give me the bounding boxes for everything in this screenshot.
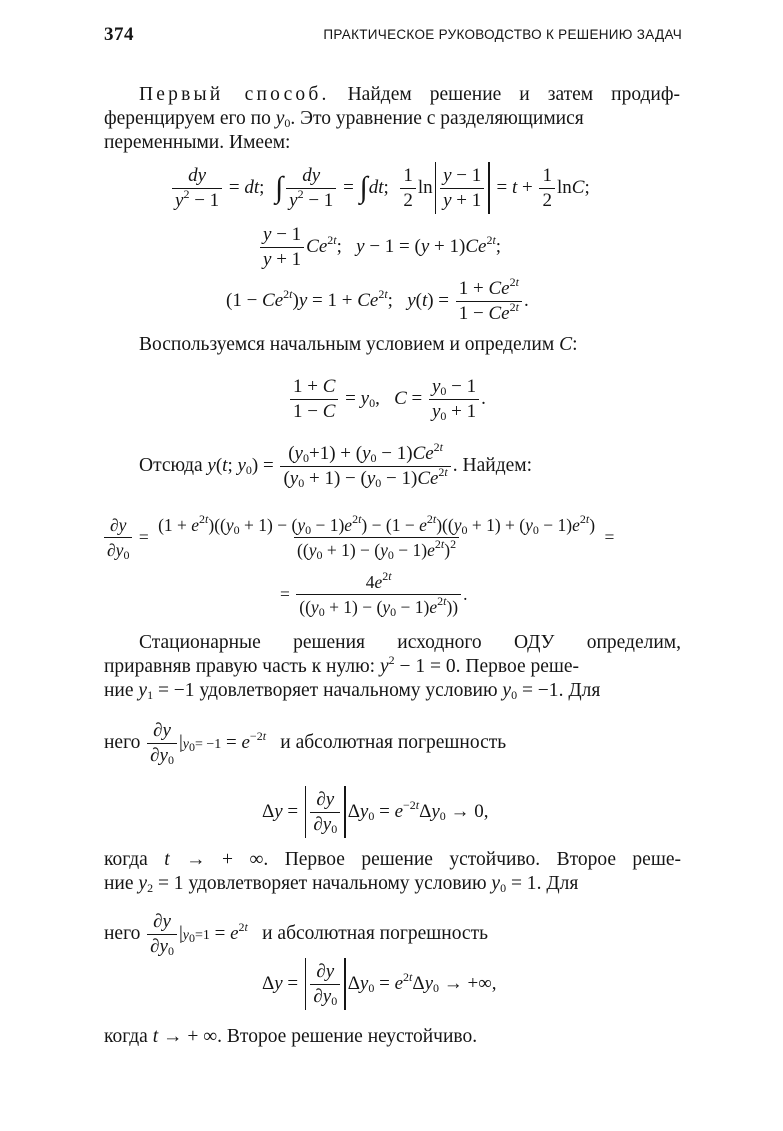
equation-derivative: $\frac{\partial y}{\partial y_0}$ = $(1 + e^{2t})((y_0 + 1) - (y_0 - 1)e^{2t}) - (1 - e^{2t})((y_0 + 1) + (y_0 - 1)e^{2t})$ $((y_0 + 1) - (y_0 - 1)e^{2t})^2$ = (102, 508, 614, 566)
text-fragment: Воспользуемся начальным условием и определим (139, 334, 555, 355)
page-number: 374 (104, 24, 134, 45)
text-fragment: него (104, 923, 141, 944)
text-fragment: . Первое решение устойчиво. Второе реше- (263, 849, 681, 870)
text-line: ние $y_1 = -1$ удовлетворяет начальному условию $y_0 = -1$. Для (104, 680, 601, 702)
text-line (139, 83, 680, 107)
text-fragment: приравняв правую часть к нулю: (104, 656, 376, 677)
text-fragment: . Для (536, 873, 579, 894)
text-fragment: него (104, 732, 141, 753)
equation-abs-error-stable: Δy = $\frac{\partial y}{\partial y_0}$ $\Delta y_0 = e^{-2t}\Delta y_0 \to 0$, (262, 784, 489, 840)
text-line: приравняв правую часть к нулю: $y^2 - 1 = 0$. Первое реше- (104, 653, 580, 677)
text-fragment: удовлетворяет начальному условию (188, 873, 487, 894)
text-fragment: . Второе решение неустойчиво. (217, 1026, 478, 1047)
text-line (139, 631, 681, 655)
text-fragment: Стационарные решения исходного ОДУ определим, (139, 632, 681, 653)
text-line (104, 131, 290, 155)
equation-constant: $\frac{1 + C}{1 - C}$ = $y_0$, C = $\frac{y_0 - 1}{y_0 + 1}$ . (288, 372, 486, 426)
running-title: ПРАКТИЧЕСКОЕ РУКОВОДСТВО К РЕШЕНИЮ ЗАДАЧ (323, 27, 682, 42)
method-label: Первый способ. (139, 84, 330, 105)
equation-derivative-at-minus-one: него $\frac{\partial y}{\partial y_0}$ $|y_0= -1 = e^{-2t}$ и абсолютная погрешность (104, 719, 507, 767)
text-fragment: . Это уравнение с разделяющимися (290, 108, 584, 129)
text-line: когда t → + ∞. Первое решение устойчиво. Второе реше- (104, 849, 681, 870)
equation-hence: Отсюда y(t; $y_0$) = $\frac{(y_0+1) + (y_0 - 1)Ce^{2t}}{(y_0 + 1) - (y_0 - 1)Ce^{2t}}$ . Найдем: (139, 439, 533, 490)
text-fragment: ние (104, 680, 134, 701)
text-line: когда t → + ∞. Второе решение неустойчиво. (104, 1026, 478, 1047)
text-fragment: переменными. Имеем: (104, 132, 291, 153)
text-line: ние $y_2 = 1$ удовлетворяет начальному условию $y_0 = 1$. Для (104, 873, 579, 895)
text-fragment: когда (104, 1026, 148, 1047)
text-fragment: . Найдем: (452, 455, 533, 476)
equation-derivative-at-one: него $\frac{\partial y}{\partial y_0}$ $|y_0=1 = e^{2t}$ и абсолютная погрешность (104, 910, 489, 958)
equation-abs-error-unstable: Δy = $\frac{\partial y}{\partial y_0}$ $\Delta y_0 = e^{2t}\Delta y_0$ → +∞, (262, 956, 497, 1012)
text-fragment: Найдем решение и затем продиф- (347, 84, 681, 105)
text-fragment: удовлетворяет начальному условию (199, 680, 498, 701)
page-header (104, 24, 682, 48)
equation-separation: $\frac{dy}{y^2 - 1}$ = dt; ∫ $\frac{dy}{y^2 - 1}$ = ∫ dt; $\frac{1}{2}$ ln $\frac{y - 1}{y + 1}$ = t + $\frac{1}{2}$ lnC; (170, 160, 590, 216)
text-fragment: . Первое реше- (455, 656, 580, 677)
text-fragment: и абсолютная погрешность (280, 732, 507, 753)
text-fragment: ние (104, 873, 134, 894)
text-fragment: Отсюда (139, 455, 203, 476)
variable: C (559, 334, 573, 355)
text-fragment: когда (104, 849, 148, 870)
equation-derivative-result: = $\frac{4e^{2t}}{((y_0 + 1) - (y_0 - 1)e^{2t}))}$ . (280, 568, 468, 619)
text-fragment: и абсолютная погрешность (262, 923, 489, 944)
equation-solution: $(1 - Ce^{2t})y = 1 + Ce^{2t}$; y(t) = $\frac{1 + Ce^{2t}}{1 - Ce^{2t}}$ . (226, 274, 529, 324)
text-line: Воспользуемся начальным условием и определим C: (139, 334, 578, 355)
equation-ratio: $\frac{y - 1}{y + 1}$ $Ce^{2t}$; $y - 1 = (y + 1)Ce^{2t}$; (258, 219, 501, 275)
text-line: ференцируем его по $y_0$. Это уравнение с разделяющимися (104, 108, 584, 130)
text-fragment: ференцируем его по (104, 108, 271, 129)
text-fragment: . Для (558, 680, 601, 701)
